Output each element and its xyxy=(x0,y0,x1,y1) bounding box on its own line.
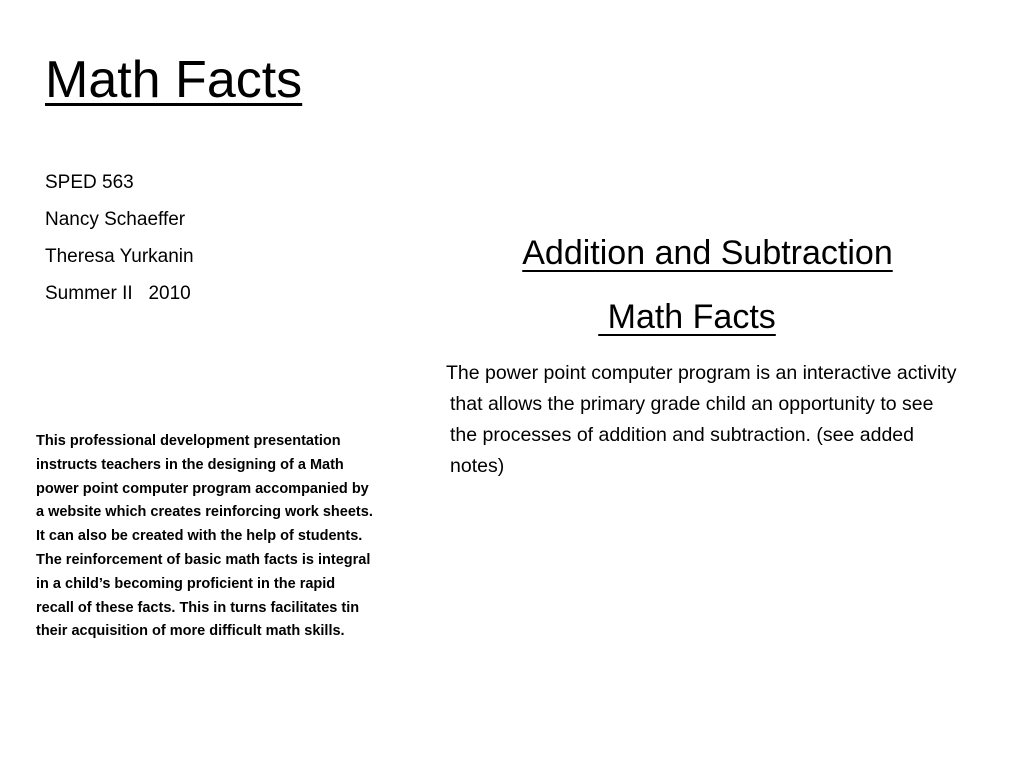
slide-title: Math Facts xyxy=(45,51,303,109)
term-date: Summer II 2010 xyxy=(45,283,191,304)
description-text: This professional development presentation instructs teachers in the designing of a Math power point computer program accompanied by a website which creates reinforcing work sheets. It can also be created with the help of students. The reinforcement of basic math facts is integral in a child’s becoming proficient in the rapid recall of these facts. This in turns facilitates tin their acquisition of more difficult math skills. xyxy=(36,433,373,640)
course-code: SPED 563 xyxy=(45,172,134,193)
slide-meta xyxy=(45,164,194,312)
author-name: Nancy Schaeffer xyxy=(45,209,186,230)
author-name: Theresa Yurkanin xyxy=(45,246,194,267)
subtitle-line-2 xyxy=(394,300,980,334)
body-paragraph: The power point computer program is an interactive activity that allows the primary grade child an opportunity to see the processes of addition and subtraction. (see added notes) xyxy=(446,362,957,477)
subtitle-line-1 xyxy=(435,236,980,270)
content-panel xyxy=(420,236,980,482)
subtitle-text: Addition and Subtraction xyxy=(522,234,893,272)
subtitle-text: Math Facts xyxy=(598,298,776,336)
